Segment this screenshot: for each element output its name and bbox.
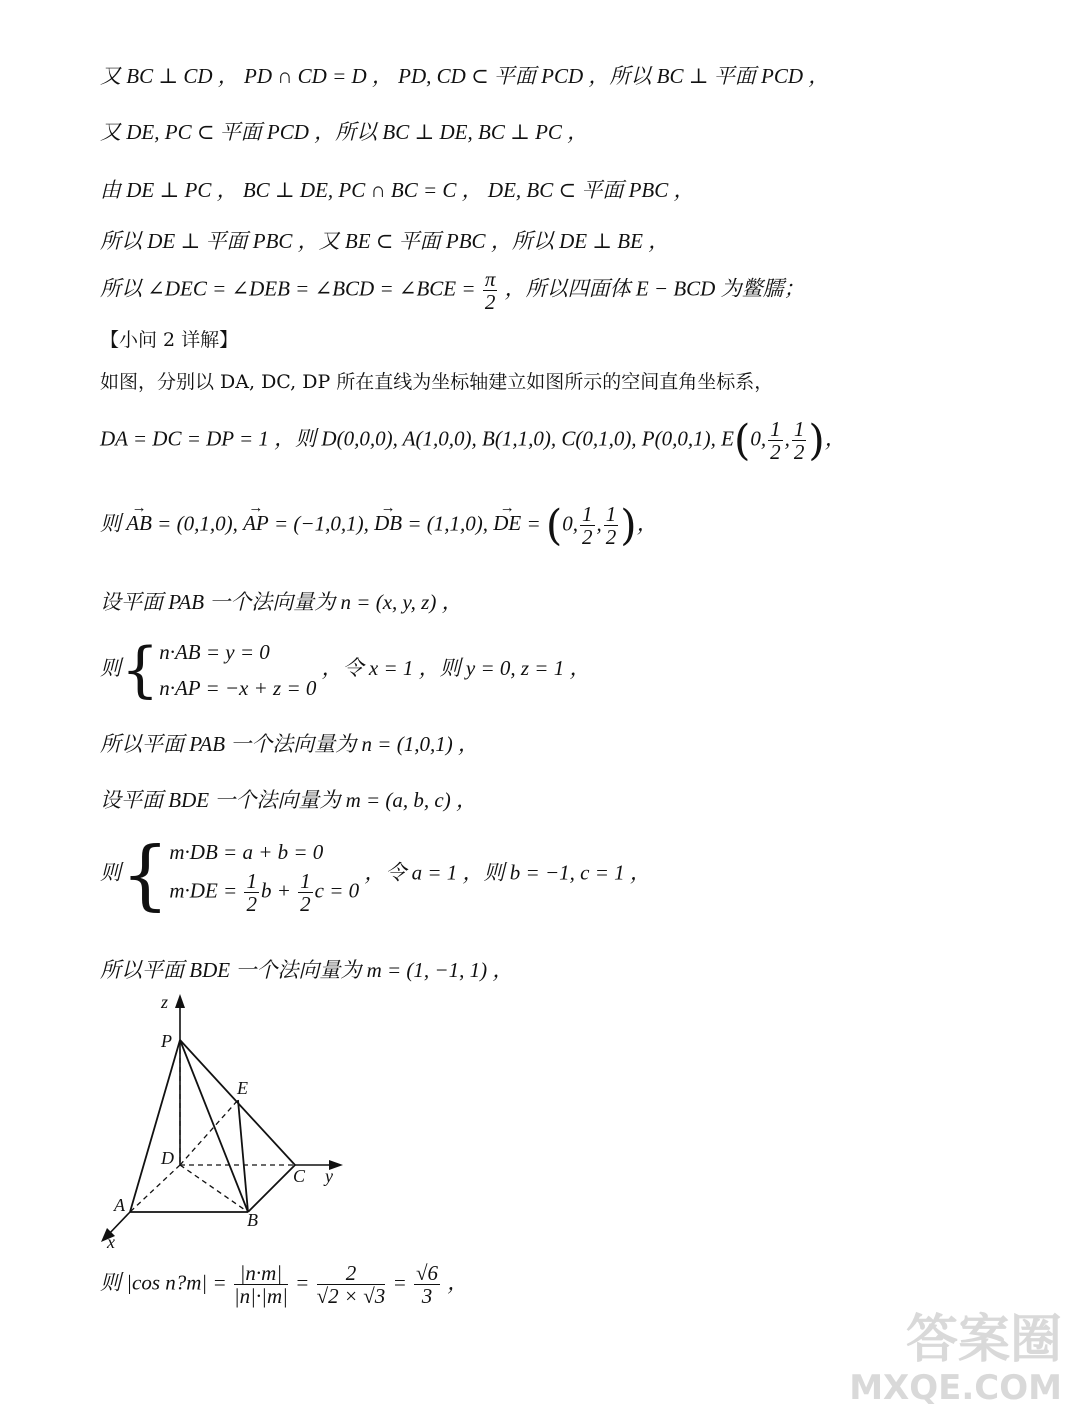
vector-ap-value: = (−1,0,1), (268, 511, 369, 536)
watermark-url: MXQE.COM (849, 1368, 1062, 1408)
equals-sign: = (295, 1270, 310, 1295)
fraction-numerator: 1 (582, 502, 593, 526)
fraction-numerator: 1 (246, 869, 257, 893)
conclusion-text: ，所以四面体 E − BCD 为鳖臑； (504, 276, 805, 301)
cosine-fraction (234, 1262, 288, 1307)
label-p: P (161, 1031, 172, 1051)
de-coord-x: 0, (562, 511, 579, 536)
fraction-numerator: 1 (770, 417, 781, 441)
angle-equation: 所以 ∠DEC = ∠DEB = ∠BCD = ∠BCE = (100, 276, 476, 301)
vector-de: → DE (493, 509, 521, 537)
section-heading: 【小问 2 详解】 (100, 329, 239, 351)
system-1-rows (159, 634, 316, 706)
coordinates-line (100, 415, 846, 465)
left-paren: ( (545, 500, 563, 550)
fraction-denominator: 2 (300, 892, 311, 916)
comma: , (784, 426, 790, 451)
line-end: ， (636, 511, 658, 536)
label-e: E (237, 1078, 248, 1098)
proof-line-1: 又 BC ⊥ CD ， PD ∩ CD = D ， PD, CD ⊂ 平面 PCD ，所以 BC ⊥ 平面 PCD ， (100, 64, 830, 88)
line-end: ， (824, 426, 846, 451)
system-1-row-2: n·AP = −x + z = 0 (159, 676, 317, 700)
e-coord-z (792, 418, 807, 463)
left-paren: ( (733, 415, 751, 465)
system-2-row-2 (169, 870, 359, 915)
label-b: B (247, 1210, 258, 1230)
de-coord-z (604, 503, 619, 548)
tetrahedron-figure (85, 990, 385, 1250)
label-x: x (107, 1232, 115, 1250)
setup-line: 如图，分别以 DA, DC, DP 所在直线为坐标轴建立如图所示的空间直角坐标系， (100, 371, 774, 393)
normal-bde-setup: 设平面 BDE 一个法向量为 m = (a, b, c) ， (100, 788, 477, 812)
system-1-prefix: 则 (100, 655, 121, 680)
system-2-prefix: 则 (100, 860, 121, 885)
normal-bde-result: 所以平面 BDE 一个法向量为 m = (1, −1, 1) ， (100, 958, 514, 982)
system-2-row-1: m·DB = a + b = 0 (169, 840, 324, 864)
fraction-numerator: π (484, 267, 496, 291)
system-2 (100, 829, 651, 919)
edge-de (180, 1100, 238, 1165)
vector-ab: → AB (126, 509, 152, 537)
fraction-denominator: √2 × √3 (316, 1284, 386, 1308)
system-1 (100, 634, 590, 706)
fraction-denominator: 2 (770, 440, 781, 464)
system-1-row-1: n·AB = y = 0 (159, 640, 270, 664)
fraction-numerator: |n·m| (234, 1262, 288, 1285)
fraction-denominator: 2 (793, 440, 805, 464)
fraction-numerator: 1 (300, 869, 311, 893)
vector-ab-value: = (0,1,0), (151, 511, 238, 536)
fraction-denominator: 2 (582, 525, 593, 549)
equals-sign: = (392, 1270, 407, 1295)
fraction-denominator: 3 (421, 1284, 433, 1308)
cosine-prefix: 则 |cos n?m| = (100, 1270, 227, 1295)
edge-pb (180, 1040, 248, 1212)
edge-pa (130, 1040, 180, 1212)
edge-bc (248, 1165, 295, 1212)
fraction-numerator: 1 (605, 502, 617, 526)
vectors-prefix: 则 (100, 511, 121, 536)
left-brace: { (121, 829, 170, 919)
label-d: D (161, 1148, 174, 1168)
normal-pab-setup: 设平面 PAB 一个法向量为 n = (x, y, z) ， (100, 590, 463, 614)
fraction-denominator: 2 (605, 525, 617, 549)
proof-line-5 (100, 268, 805, 313)
e-coord-x: 0, (750, 426, 767, 451)
label-c: C (293, 1166, 306, 1186)
right-paren: ) (808, 415, 825, 465)
result-fraction (414, 1262, 440, 1307)
line-end: ， (447, 1270, 469, 1295)
proof-line-4: 所以 DE ⊥ 平面 PBC ，又 BE ⊂ 平面 PBC ，所以 DE ⊥ BE ， (100, 229, 670, 253)
system-2-solution: ，令 a = 1 ，则 b = −1, c = 1 ， (364, 860, 651, 885)
half-fraction (244, 870, 259, 915)
visible-edges (130, 1040, 295, 1212)
fraction-denominator: 2 (246, 892, 257, 916)
cosine-line (100, 1262, 468, 1307)
normal-pab-result: 所以平面 PAB 一个法向量为 n = (1,0,1) ， (100, 732, 479, 756)
fraction-numerator: 1 (793, 417, 805, 441)
e-coord-y (768, 418, 783, 463)
row-2-lhs: m·DE = (169, 878, 238, 903)
vector-db-value: = (1,1,0), (402, 511, 488, 536)
row-2-mid: b + (260, 878, 291, 903)
z-axis-arrow-icon (175, 994, 185, 1008)
watermark-logo-text: 答案圈 (905, 1310, 1062, 1370)
pi-over-2-fraction (483, 268, 498, 313)
right-paren: ) (620, 500, 637, 550)
de-coord-y (580, 503, 595, 548)
fraction-numerator: 2 (317, 1262, 386, 1285)
system-1-solution: ，令 x = 1 ，则 y = 0, z = 1 ， (321, 655, 591, 680)
vectors-line: 则 → AB = (0,1,0), → AP = (−1,0,1), → DB = (1,1,0), → DE = (0, $\frac{1}{2}$ , $\frac{1}{2}$ )， (100, 503, 658, 548)
vector-ap: → AP (243, 509, 269, 537)
left-brace: { (121, 635, 160, 705)
label-z: z (161, 992, 169, 1012)
edge-eb (238, 1100, 248, 1212)
proof-line-3: 由 DE ⊥ PC ， BC ⊥ DE, PC ∩ BC = C ， DE, BC ⊂ 平面 PBC ， (100, 178, 695, 202)
label-a: A (114, 1195, 125, 1215)
system-2-rows (169, 834, 359, 915)
vector-db: → DB (374, 509, 402, 537)
proof-line-2: 又 DE, PC ⊂ 平面 PCD ，所以 BC ⊥ DE, BC ⊥ PC ， (100, 120, 589, 144)
half-fraction (298, 870, 313, 915)
fraction-denominator: 2 (484, 290, 496, 314)
comma: , (596, 511, 602, 536)
coordinates-text: DA = DC = DP = 1 ，则 D(0,0,0), A(1,0,0), B(1,1,0), C(0,1,0), P(0,0,1), E (100, 426, 734, 451)
watermark (849, 1311, 1062, 1407)
fraction-numerator: √6 (415, 1261, 439, 1285)
value-fraction (317, 1262, 386, 1307)
label-y: y (325, 1166, 333, 1186)
fraction-denominator: |n|·|m| (233, 1284, 288, 1308)
row-2-rhs: c = 0 (314, 878, 360, 903)
